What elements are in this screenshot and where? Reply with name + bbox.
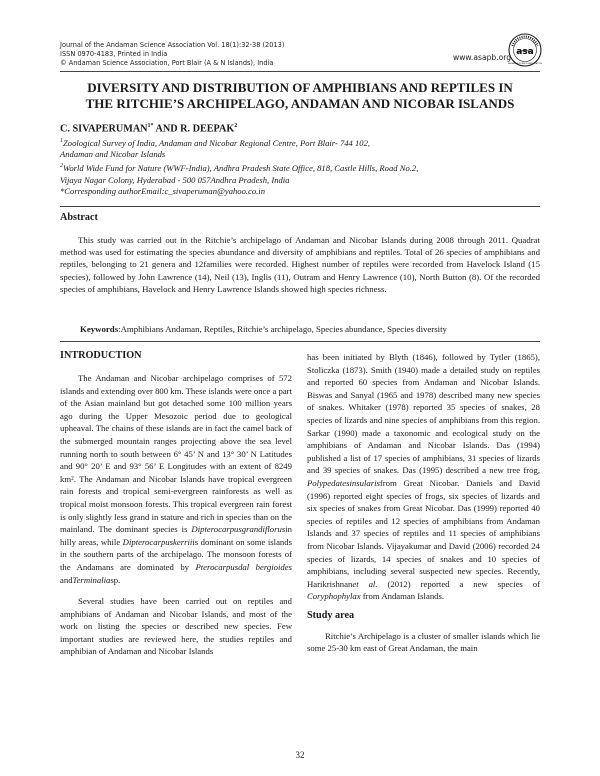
affiliation-1-line-1 (60, 136, 418, 149)
affiliation-2-text: World Wide Fund for Nature (WWF-India), Andhra Pradesh State Office, 818, Castle Hills, Road No.2, (63, 162, 419, 173)
introduction-heading: INTRODUCTION (60, 350, 142, 361)
intro-p1-text-a: The Andaman and Nicobar archipelago comprises of 572 islands and extending over 800 km. These islands were once a part of the Asian mainland but got detached some 100 million years ago during the Upper Mesozoic period due to geological upheaval. The chains of these islands are in fact the camel back of the submerged mountain ranges projecting above the sea level running north to south between 6° 45’ N and 13° 30’ N Latitudes and 90° 20’ E and 93° 56’ E Longitudes with an extent of 8249 km². The Andaman and Nicobar Islands have tropical evergreen rain forests and tropical semi-evergreen rainforests as well as tropical moist monsoon forests. This tropical evergreen rain forest is only slightly less grand in stature and rich in species than on the mainland. The dominant species is (60, 373, 292, 535)
logo-ring-text: ANDAMAN SCIENCE ASSOCIATION (508, 63, 542, 65)
genus-coryphophylax: Coryphophylax (307, 591, 361, 602)
abstract-text (60, 234, 540, 295)
affiliation-1-text: Zoological Survey of India, Andaman and Nicobar Regional Centre, Port Blair- 744 102, (63, 137, 371, 148)
affiliation-1-line-2: Andaman and Nicobar Islands (60, 149, 166, 160)
keywords-text: :Amphibians Andaman, Reptiles, Ritchie’s archipelago, Species abundance, Species diversity (118, 324, 447, 334)
journal-website[interactable]: www.asapb.org (453, 53, 512, 62)
study-area-paragraph: Ritchie’s Archipelago is a cluster of smaller islands which lie some 25-30 km east of Great Andaman, the main (307, 630, 540, 654)
page-number: 32 (295, 750, 305, 760)
keywords-label: Keywords (80, 324, 119, 334)
author-2: AND R. DEEPAK (153, 123, 235, 135)
intro-p3-text-b: from Great Nicobar. Daniels and David (1996) reported eight species of frogs, six species of lizards and six species of snakes from Great Nicobar. Das (1999) reported 40 species of reptiles and 12 species of amphibians from Andaman Islands and 37 species of reptiles and 11 species of amphibians from Nicobar Islands. Vijayakumar and David (2006) recorded 24 species of lizards, 14 species of snakes and 10 species of amphibians, including several suspected new species. Recently, Harikrishnan (307, 477, 540, 589)
intro-p1-text-c: is dominant on some islands in the southern parts of the archipelago. The monsoon forests of the Andamans are dominated by (60, 536, 292, 572)
species-dipterocarpus-grandiflorus: Dipterocarpusgrandiflorus (191, 524, 286, 535)
intro-paragraph-1 (60, 372, 292, 586)
species-pterocarpus-dalbergioides: Pterocarpusdal bergioides (195, 561, 292, 572)
intro-p3-text-a: has been initiated by Blyth (1846), followed by Tytler (1865), Stoliczka (1873). Smith (1940) made a detailed study on reptiles and reported 60 species from Andaman and Nicobar Islands. Biswas and Sanyal (1965 and 1978) described many new species of snakes. Whitaker (1978) reported 35 species of snakes, 28 species of lizards and nine species of amphibians from this region. Sarkar (1990) made a taxonomic and ecological study on the amphibians of Andaman and Nicobar Islands. Das (1994) published a list of 17 species of amphibians, 31 species of lizards and 39 species of snakes. Das (1995) described a new tree frog, (307, 352, 540, 476)
author-1: C. SIVAPERUMAN (60, 123, 148, 135)
intro-p1-text-e: sp. (110, 574, 121, 585)
et-al: et al. (352, 578, 378, 589)
species-dipterocarpus-kerrii: Dipterocarpuskerrii (122, 536, 193, 547)
author-2-marker: 2 (234, 123, 238, 129)
intro-p1-text-d: and (60, 574, 73, 585)
intro-paragraph-3 (307, 351, 540, 603)
logo-text: asa (516, 47, 534, 57)
species-polypedates-insularis: Polypedatesinsularis (307, 477, 380, 488)
title-line-1: DIVERSITY AND DISTRIBUTION OF AMPHIBIANS AND REPTILES IN (87, 80, 513, 95)
affiliation-2-marker: 2 (60, 163, 63, 170)
affiliation-2-line-2: Vijaya Nagar Colony, Hyderabad - 500 057Andhra Pradesh, India (60, 174, 290, 185)
intro-p3-text-d: from Andaman Islands. (360, 591, 445, 602)
species-terminalia: Terminalia (72, 574, 111, 585)
affiliation-2-line-1 (60, 161, 418, 174)
keywords-rule (60, 341, 540, 342)
abstract-body: This study was carried out in the Ritchie’s archipelago of Andaman and Nicobar Islands during 2008 through 2011. Quadrat method was used for estimating the species abundance and diversity of amphibians and reptiles. Total of 26 species of amphibians and reptiles, belonging to 21 genera and 12families were recorded. Highest number of reptiles were recorded from Havelock Island (15 species), followed by John Lawrence (14), Neil (13), Inglis (11), Outram and Henry Lawrence (10), North Button (8). Of the recorded species of amphibians, Havelock and Henry Lawrence Islands showed high species richness. (60, 235, 540, 294)
paper-title (60, 80, 540, 111)
right-column (307, 351, 540, 655)
intro-paragraph-2: Several studies have been carried out on reptiles and amphibians of Andaman and Nicobar Islands, and most of the work on listing the species or described new species. Few important studies are reviewed here, the studies reptiles and amphibian of Andaman and Nicobar Islands (60, 596, 292, 657)
header-rule (60, 71, 540, 72)
journal-copyright: © Andaman Science Association, Port Blair (A & N Islands), India (60, 59, 274, 67)
abstract-heading: Abstract (60, 212, 98, 223)
affiliation-1-marker: 1 (60, 138, 63, 144)
study-area-heading: Study area (307, 609, 355, 621)
journal-issn: ISSN 0970-4183, Printed in India (60, 50, 168, 58)
intro-p1-text-b: in hilly areas, while (60, 524, 292, 547)
keywords (80, 324, 550, 334)
affiliations (60, 136, 418, 198)
corresponding-author: *Corresponding authorEmail:c_sivaperuman@yahoo.co.in (60, 186, 265, 197)
author-line (60, 123, 237, 134)
journal-header (60, 41, 284, 68)
asa-logo-icon (508, 33, 542, 67)
affiliation-rule (60, 206, 540, 207)
title-line-2: THE RITCHIE’S ARCHIPELAGO, ANDAMAN AND NICOBAR ISLANDS (85, 95, 515, 111)
left-column (60, 349, 292, 658)
author-1-marker: 1* (147, 123, 154, 129)
journal-citation: Journal of the Andaman Science Association Vol. 18(1):32-38 (2013) (60, 41, 285, 49)
intro-p3-text-c: (2012) reported a new species of (377, 578, 540, 589)
